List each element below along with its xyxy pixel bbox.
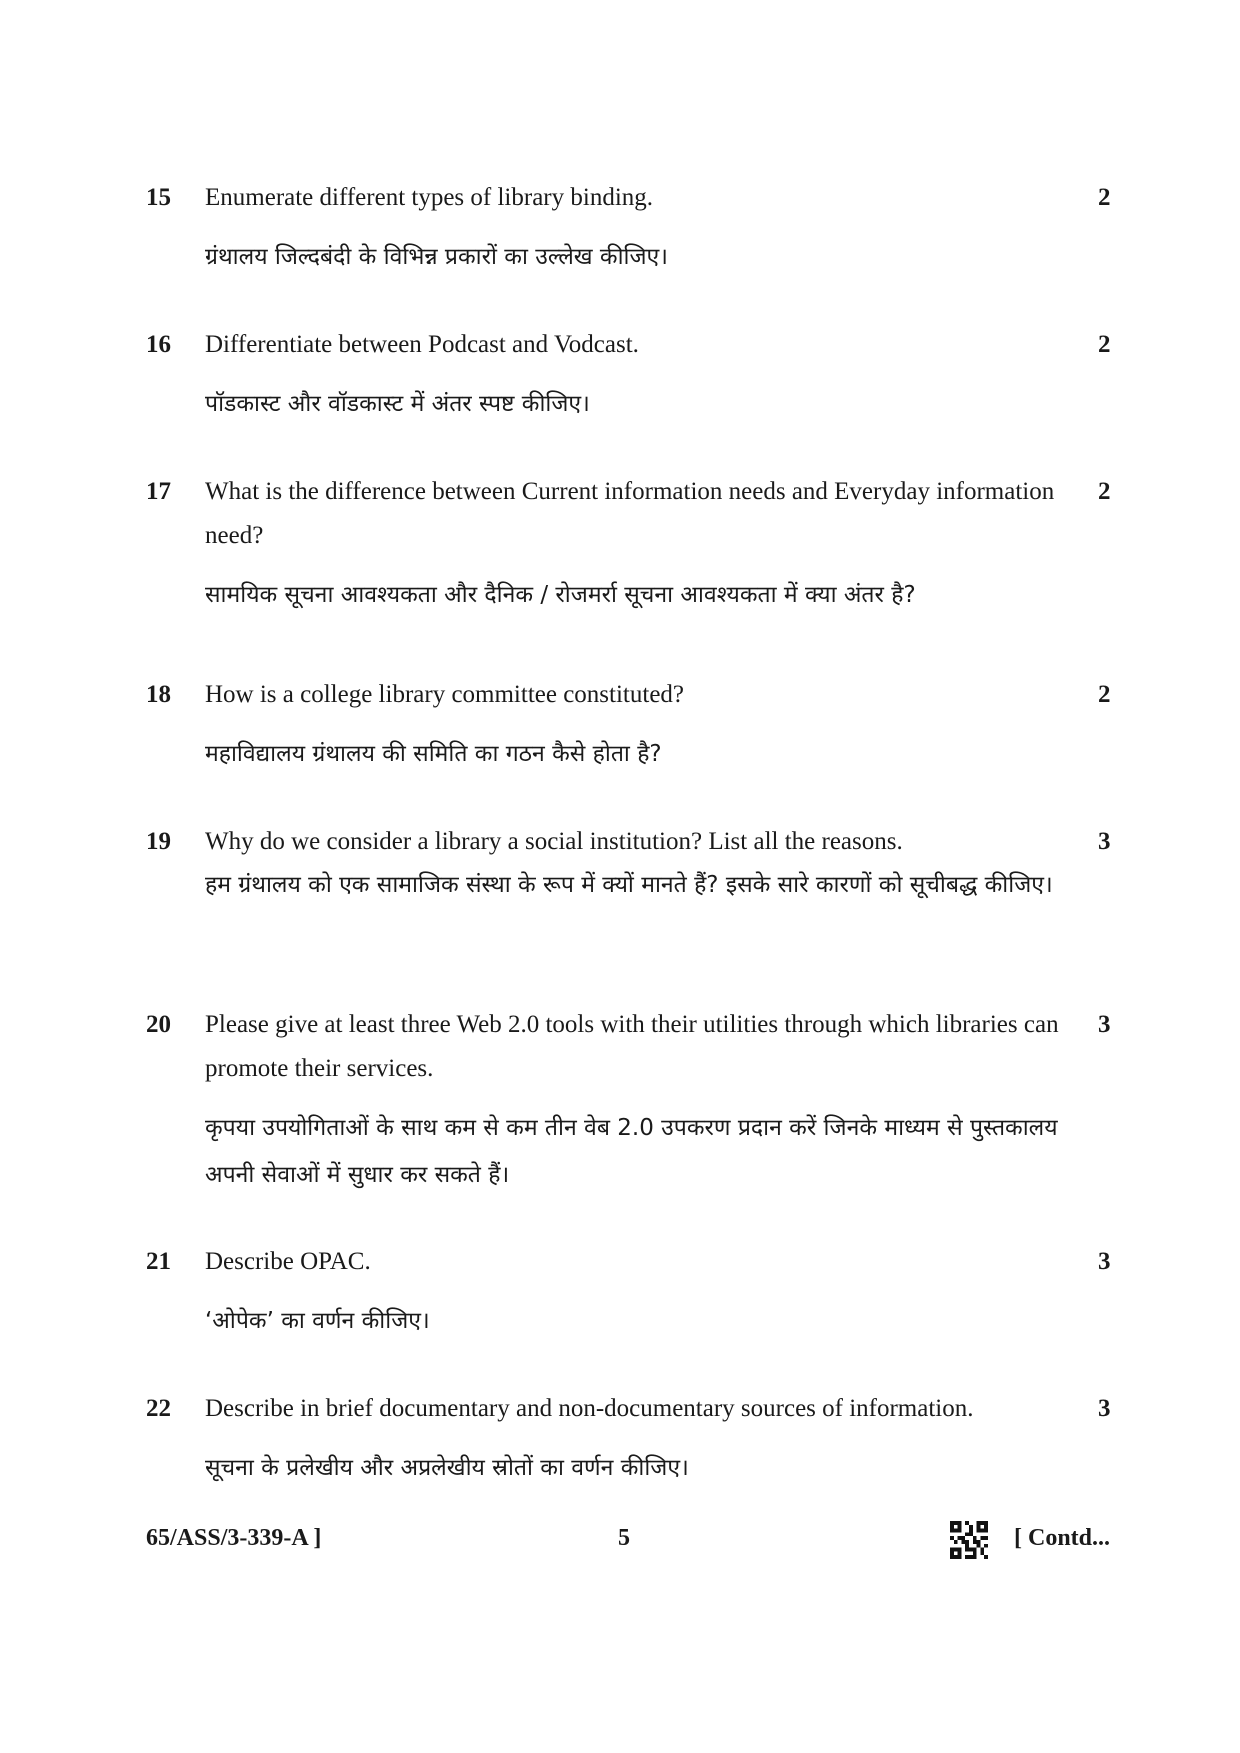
question-text-english: Enumerate different types of library binding. <box>205 184 654 211</box>
question-text-hindi: सामयिक सूचना आवश्यकता और दैनिक / रोजमर्रा सूचना आवश्यकता में क्या अंतर है? <box>205 582 916 608</box>
question-text-english: Describe OPAC. <box>205 1248 371 1275</box>
question-marks: 2 <box>1098 331 1111 358</box>
question-number: 17 <box>146 478 171 505</box>
question-text-hindi: सूचना के प्रलेखीय और अप्रलेखीय स्रोतों का वर्णन कीजिए। <box>205 1455 689 1481</box>
page-number: 5 <box>618 1525 630 1551</box>
question-number: 16 <box>146 331 171 358</box>
question-text-hindi: कृपया उपयोगिताओं के साथ कम से कम तीन वेब 2.0 उपकरण प्रदान करें जिनके माध्यम से पुस्तकालय अपनी सेवाओं में सुधार कर सकते हैं। <box>205 1115 1058 1188</box>
question-number: 15 <box>146 184 171 211</box>
question-text-english: How is a college library committee constituted? <box>205 681 685 708</box>
question-number: 22 <box>146 1395 171 1422</box>
question-marks: 2 <box>1098 184 1111 211</box>
paper-code: 65/ASS/3-339-A ] <box>146 1525 322 1551</box>
question-text-hindi: ग्रंथालय जिल्दबंदी के विभिन्न प्रकारों का उल्लेख कीजिए। <box>205 244 668 270</box>
question-marks: 3 <box>1098 1011 1111 1038</box>
question-text-hindi: पॉडकास्ट और वॉडकास्ट में अंतर स्पष्ट कीजिए। <box>205 391 590 417</box>
question-number: 18 <box>146 681 171 708</box>
question-number: 20 <box>146 1011 171 1038</box>
question-text-english: What is the difference between Current information needs and Everyday information need? <box>205 478 1055 549</box>
question-text-english: Please give at least three Web 2.0 tools with their utilities through which libraries can promote their services. <box>205 1011 1059 1082</box>
question-marks: 3 <box>1098 828 1111 855</box>
question-text-english: Differentiate between Podcast and Vodcast. <box>205 331 639 358</box>
qr-code-icon <box>950 1521 988 1559</box>
question-marks: 2 <box>1098 681 1111 708</box>
question-marks: 3 <box>1098 1395 1111 1422</box>
question-number: 19 <box>146 828 171 855</box>
question-marks: 3 <box>1098 1248 1111 1275</box>
question-text-english: Describe in brief documentary and non-documentary sources of information. <box>205 1395 974 1422</box>
question-text-hindi: ‘ओपेक’ का वर्णन कीजिए। <box>205 1308 430 1334</box>
question-text-hindi: महाविद्यालय ग्रंथालय की समिति का गठन कैसे होता है? <box>205 741 662 767</box>
question-text-hindi: हम ग्रंथालय को एक सामाजिक संस्था के रूप में क्यों मानते हैं? इसके सारे कारणों को सूचीबद्ध कीजिए। <box>205 872 1053 898</box>
continued-label: [ Contd... <box>1014 1525 1111 1551</box>
question-number: 21 <box>146 1248 171 1275</box>
question-text-english: Why do we consider a library a social institution? List all the reasons. <box>205 828 903 855</box>
question-marks: 2 <box>1098 478 1111 505</box>
